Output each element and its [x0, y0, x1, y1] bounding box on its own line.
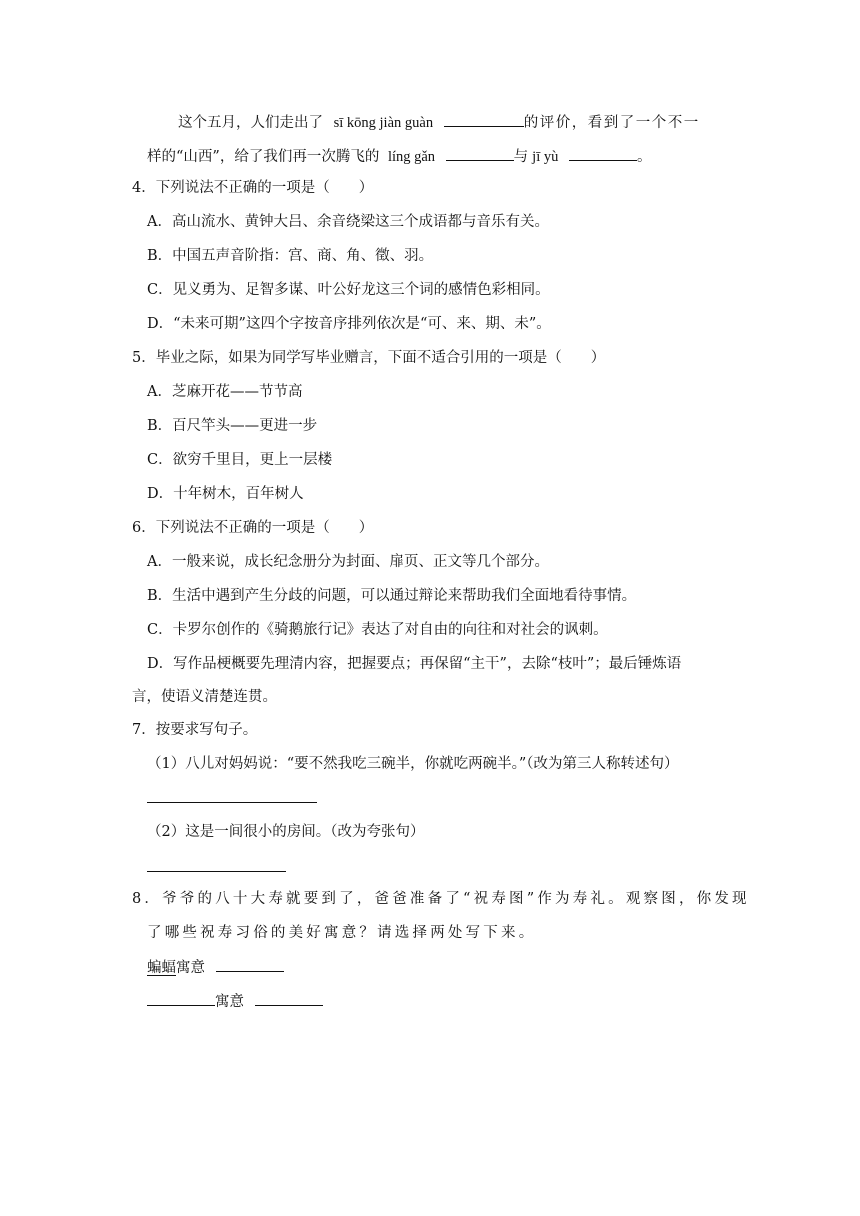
pinyin-sikongjianguan: sī kōng jiàn guàn [333, 115, 434, 131]
q6-option-c[interactable]: C．卡罗尔创作的《骑鹅旅行记》表达了对自由的向往和对社会的讽刺。 [147, 622, 608, 638]
q6-option-a[interactable]: A．一般来说，成长纪念册分为封面、扉页、正文等几个部分。 [147, 554, 549, 570]
pinyin-linggan: líng gǎn [387, 149, 436, 165]
q6-option-d-cont: 言，使语义清楚连贯。 [132, 689, 277, 705]
passage-text: 。 [636, 149, 652, 165]
q5-option-a[interactable]: A．芝麻开花——节节高 [147, 384, 303, 400]
q7-stem: 7．按要求写句子。 [132, 722, 258, 738]
q4-option-a[interactable]: A．高山流水、黄钟大吕、余音绕梁这三个成语都与音乐有关。 [147, 214, 549, 230]
q8-stem-line-2: 了哪些祝寿习俗的美好寓意？请选择两处写下来。 [147, 925, 537, 941]
q6-option-d[interactable]: D．写作品梗概要先理清内容，把握要点；再保留“主干”，去除“枝叶”；最后锤炼语 [147, 656, 682, 672]
q5-option-b[interactable]: B．百尺竿头——更进一步 [147, 418, 318, 434]
answer-blank-1[interactable] [444, 111, 524, 127]
q5-option-d[interactable]: D．十年树木，百年树人 [147, 486, 304, 502]
q8-stem-line-1: 8．爷爷的八十大寿就要到了，爸爸准备了“祝寿图”作为寿礼。观察图，你发现 [132, 891, 750, 907]
meaning-label: 寓意 [176, 960, 205, 976]
meaning-label: 寓意 [215, 994, 244, 1010]
passage-text: 与 [513, 149, 529, 165]
passage-text: 的评价，看到了一个不一 [523, 115, 700, 131]
q5-option-c[interactable]: C．欲穷千里目，更上一层楼 [147, 452, 333, 468]
q7-answer-line-2[interactable] [147, 871, 286, 872]
q4-stem: 4．下列说法不正确的一项是（ ） [132, 180, 374, 196]
q7-answer-line-1[interactable] [147, 802, 317, 803]
meaning-blank-2[interactable] [255, 990, 323, 1006]
q4-option-d[interactable]: D．“未来可期”这四个字按音序排列依次是“可、来、期、未”。 [147, 316, 551, 332]
q6-stem: 6．下列说法不正确的一项是（ ） [132, 520, 374, 536]
q8-row-2 [147, 990, 323, 1013]
q7-part-1: （1）八儿对妈妈说：“要不然我吃三碗半，你就吃两碗半。”（改为第三人称转述句） [147, 756, 679, 772]
q4-option-b[interactable]: B．中国五声音阶指：宫、商、角、徵、羽。 [147, 248, 434, 264]
symbol-blank-2[interactable] [147, 990, 215, 1006]
q7-part-2: （2）这是一间很小的房间。（改为夸张句） [147, 824, 425, 840]
pinyin-jiyu: jī yù [532, 149, 559, 165]
passage-text: 这个五月，人们走出了 [178, 115, 323, 131]
answer-blank-2[interactable] [446, 145, 514, 161]
q5-stem: 5．毕业之际，如果为同学写毕业赠言，下面不适合引用的一项是（ ） [132, 350, 606, 366]
q8-row-1 [147, 956, 284, 979]
bat-label: 蝙蝠 [147, 960, 176, 976]
answer-blank-3[interactable] [569, 145, 637, 161]
passage-line-2 [147, 145, 651, 168]
q4-option-c[interactable]: C．见义勇为、足智多谋、叶公好龙这三个词的感情色彩相同。 [147, 282, 550, 298]
passage-text: 样的“山西”，给了我们再一次腾飞的 [147, 149, 380, 165]
passage-line-1 [178, 111, 700, 134]
meaning-blank-1[interactable] [216, 956, 284, 972]
q6-option-b[interactable]: B．生活中遇到产生分歧的问题，可以通过辩论来帮助我们全面地看待事情。 [147, 588, 637, 604]
